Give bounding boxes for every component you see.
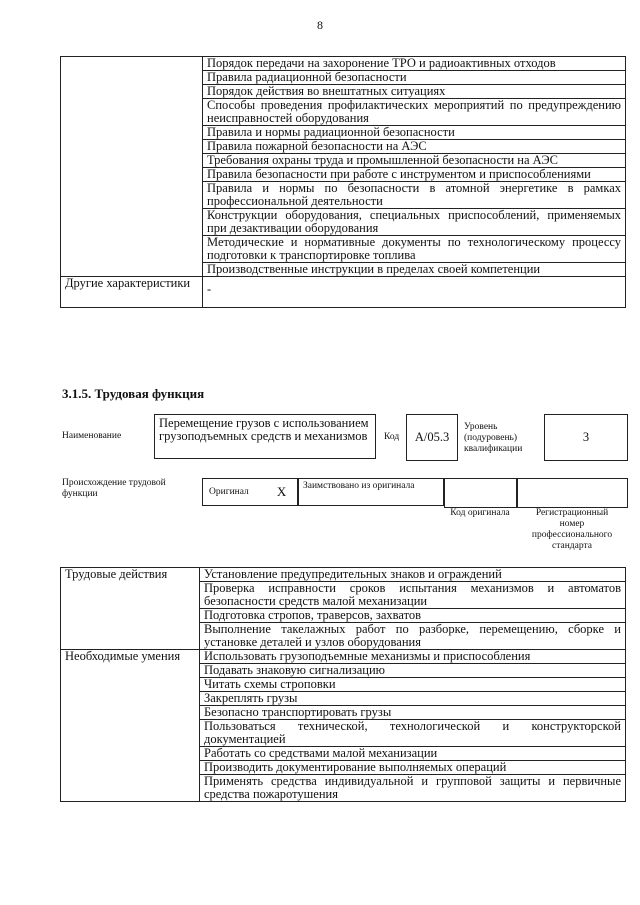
actions-item: Проверка исправности сроков испытания механизмов и автоматов безопасности средств малой механизации <box>200 582 626 609</box>
reg-caption: Регистрационный номер профессионального стандарта <box>531 508 613 551</box>
knowledge-table <box>60 56 626 308</box>
level-value: 3 <box>582 430 590 444</box>
knowledge-item: Правила и нормы по безопасности в атомной энергетике в рамках профессиональной деятельности <box>203 182 626 209</box>
function-name-box <box>154 414 376 459</box>
knowledge-item: Порядок действия во внештатных ситуациях <box>203 85 626 99</box>
level-box <box>544 414 628 461</box>
original-code-cell <box>444 478 518 508</box>
borrowed-label: Заимствовано из оригинала <box>303 481 415 491</box>
page-number: 8 <box>317 18 323 32</box>
origin-label: Происхождение трудовой функции <box>62 478 166 499</box>
code-box <box>406 414 458 461</box>
knowledge-item: Порядок передачи на захоронение ТРО и радиоактивных отходов <box>203 57 626 71</box>
borrowed-box <box>298 478 444 506</box>
original-label: Оригинал <box>209 487 249 497</box>
actions-label: Трудовые действия <box>61 568 200 650</box>
original-mark: X <box>276 484 287 499</box>
level-label: Уровень (подуровень) квалификации <box>464 422 523 454</box>
name-label: Наименование <box>62 431 122 441</box>
actions-item: Подготовка стропов, траверсов, захватов <box>200 609 626 623</box>
knowledge-item: Правила радиационной безопасности <box>203 71 626 85</box>
skills-label: Необходимые умения <box>61 650 200 802</box>
skills-item: Подавать знаковую сигнализацию <box>200 664 626 678</box>
code-caption: Код оригинала <box>450 508 510 518</box>
knowledge-item: Конструкции оборудования, специальных приспособлений, применяемых при дезактивации оборудования <box>203 209 626 236</box>
skills-item: Пользоваться технической, технологической и конструкторской документацией <box>200 720 626 747</box>
knowledge-item: Правила пожарной безопасности на АЭС <box>203 140 626 154</box>
skills-item: Применять средства индивидуальной и групповой защиты и первичные средства пожаротушения <box>200 775 626 802</box>
knowledge-item: Методические и нормативные документы по технологическому процессу подготовки к транспортировке топлива <box>203 236 626 263</box>
skills-item: Читать схемы строповки <box>200 678 626 692</box>
knowledge-item: Правила безопасности при работе с инструментом и приспособлениями <box>203 168 626 182</box>
knowledge-item: Требования охраны труда и промышленной безопасности на АЭС <box>203 154 626 168</box>
code-label: Код <box>384 432 400 442</box>
table-row <box>61 650 626 664</box>
section-heading: 3.1.5. Трудовая функция <box>62 386 205 401</box>
other-value: - <box>203 277 626 308</box>
table-row <box>61 277 626 308</box>
skills-item: Закреплять грузы <box>200 692 626 706</box>
knowledge-item: Правила и нормы радиационной безопасности <box>203 126 626 140</box>
code-value: А/05.3 <box>414 430 450 444</box>
other-label: Другие характеристики <box>61 277 203 308</box>
table-row <box>61 568 626 582</box>
table-row <box>61 57 626 71</box>
original-box <box>202 478 298 506</box>
actions-skills-table <box>60 567 626 802</box>
skills-item: Работать со средствами малой механизации <box>200 747 626 761</box>
skills-item: Производить документирование выполняемых операций <box>200 761 626 775</box>
knowledge-item: Производственные инструкции в пределах своей компетенции <box>203 263 626 277</box>
actions-item: Установление предупредительных знаков и ограждений <box>200 568 626 582</box>
function-name: Перемещение грузов с использованием грузоподъемных средств и механизмов <box>159 416 369 443</box>
skills-item: Безопасно транспортировать грузы <box>200 706 626 720</box>
knowledge-label-cell <box>61 57 203 277</box>
reg-number-cell <box>516 478 628 508</box>
skills-item: Использовать грузоподъемные механизмы и приспособления <box>200 650 626 664</box>
actions-item: Выполнение такелажных работ по разборке, перемещению, сборке и установке деталей и узлов оборудования <box>200 623 626 650</box>
knowledge-item: Способы проведения профилактических мероприятий по предупреждению неисправностей оборудования <box>203 99 626 126</box>
